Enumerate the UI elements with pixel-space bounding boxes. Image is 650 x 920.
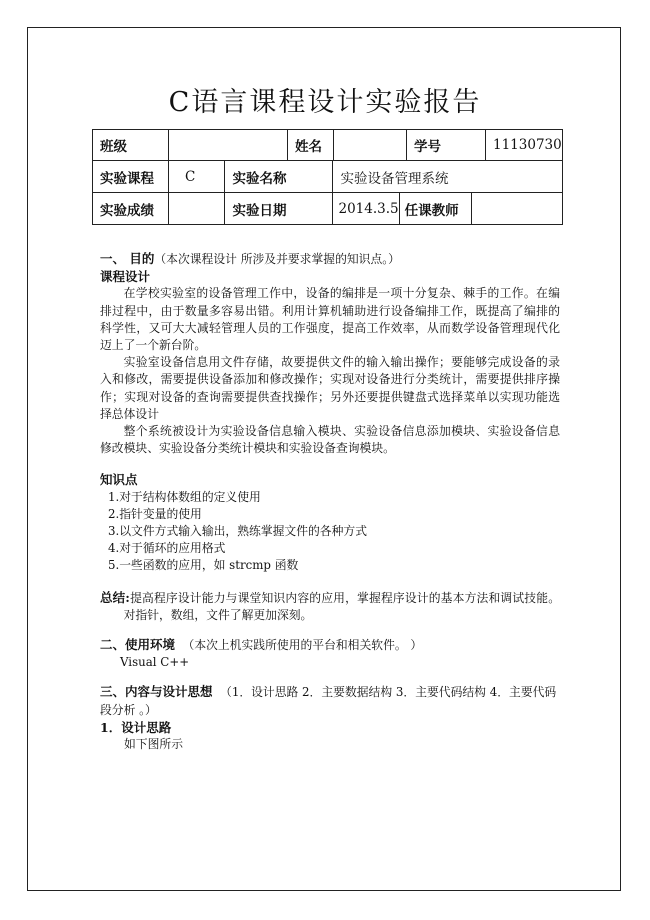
date-value: 2014.3.5	[332, 193, 399, 224]
paragraph: 整个系统被设计为实验设备信息输入模块、实验设备信息添加模块、实验设备信息修改模块、实验设备分类统计模块和实验设备查询模块。	[100, 424, 560, 456]
section3-heading: 三、内容与设计思想	[100, 684, 213, 700]
section1-heading-line	[100, 250, 560, 268]
name-label: 姓名	[288, 130, 334, 161]
table-row	[93, 130, 563, 161]
section3-heading-line	[100, 683, 560, 718]
list-item: 3.以文件方式输入输出，熟练掌握文件的各种方式	[108, 524, 367, 539]
summary	[100, 589, 560, 624]
summary-label: 总结:	[100, 589, 130, 605]
course-value: C	[169, 161, 224, 192]
section1-note: （本次课程设计 所涉及并要求掌握的知识点。）	[154, 252, 400, 266]
summary-text: 提高程序设计能力与课堂知识内容的应用，掌握程序设计的基本方法和调试技能。对指针，数组，文件了解更加深刻。	[123, 590, 560, 622]
section3-note: （1．设计思路 2．主要数据结构 3．主要代码结构 4．主要代码段分析 。）	[100, 685, 557, 717]
grade-label: 实验成绩	[93, 193, 169, 225]
list-item: 5.一些函数的应用，如 strcmp 函数	[108, 558, 299, 573]
knowledge-heading: 知识点	[100, 472, 138, 488]
teacher-label: 任课教师	[399, 193, 471, 224]
list-item: 4.对于循环的应用格式	[108, 541, 226, 556]
exp-name-label: 实验名称	[224, 161, 332, 192]
date-label: 实验日期	[224, 193, 332, 224]
paragraph: 实验室设备信息用文件存储，故要提供文件的输入输出操作；要能够完成设备的录入和修改，需要提供设备添加和修改操作；实现对设备进行分类统计，需要提供排序操作；实现对设备的查询需要提供查找操作；另外还要提供键盘式选择菜单以实现功能选择总体设计	[100, 355, 560, 421]
class-value	[169, 130, 288, 161]
section1-heading: 一、 目的	[100, 251, 155, 266]
section2-heading: 二、使用环境	[100, 637, 176, 653]
paragraph: 在学校实验室的设备管理工作中，设备的编排是一项十分复杂、棘手的工作。在编排过程中，由于数量多容易出错。利用计算机辅助进行设备编排工作，既提高了编排的科学性，又可大大减轻管理人员的工作强度，提高工作效率，从而数学设备管理现代化迈上了一个新台阶。	[100, 286, 560, 353]
grade-value	[169, 193, 224, 224]
course-row-cell	[169, 161, 563, 193]
exp-name-value: 实验设备管理系统	[340, 170, 449, 187]
list-item: 2.指针变量的使用	[108, 506, 202, 521]
table-row	[93, 193, 563, 225]
grade-row-cell	[169, 193, 563, 225]
section1-subheading: 课程设计	[100, 269, 151, 285]
list-item: 1.对于结构体数组的定义使用	[108, 489, 261, 504]
section2-heading-line	[100, 636, 560, 654]
report-body	[100, 250, 560, 753]
course-label: 实验课程	[93, 161, 169, 193]
environment-value: Visual C++	[120, 655, 190, 670]
student-id-value: 11130730	[486, 130, 563, 161]
class-label: 班级	[93, 130, 169, 161]
table-row	[93, 161, 563, 193]
section3-sub1-heading: 1．设计思路	[100, 719, 172, 735]
name-value	[334, 130, 407, 161]
info-table	[92, 129, 563, 225]
section2-note: （本次上机实践所使用的平台和相关软件。 ）	[182, 638, 423, 653]
section3-sub1-text: 如下图所示	[124, 737, 183, 752]
report-title: C语言课程设计实验报告	[168, 87, 482, 118]
teacher-value	[471, 193, 562, 224]
student-id-label: 学号	[407, 130, 486, 161]
